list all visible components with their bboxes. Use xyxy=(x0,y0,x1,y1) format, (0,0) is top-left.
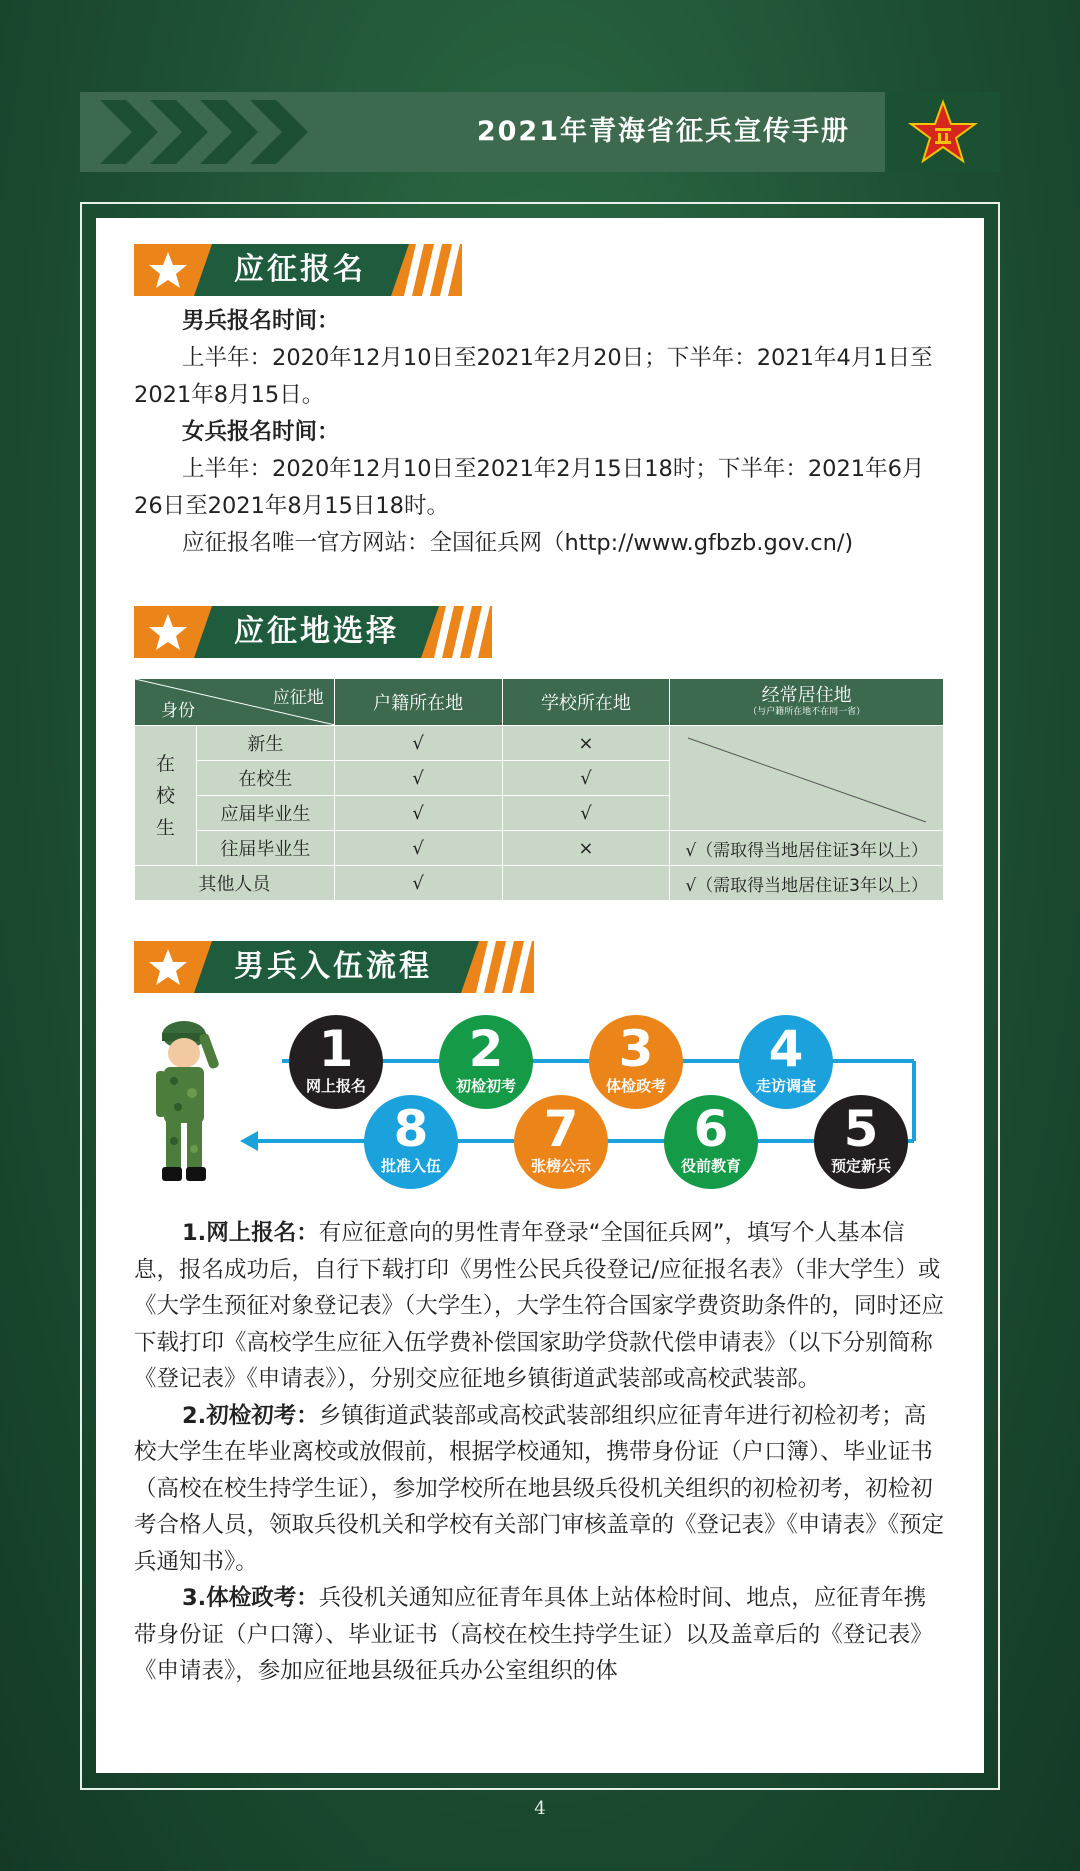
red-star-icon xyxy=(887,92,1000,172)
chevron-decoration-icon xyxy=(100,100,330,164)
corner-bottom-label: 身份 xyxy=(161,701,195,721)
diagonal-line xyxy=(670,726,944,834)
star-icon xyxy=(148,612,188,652)
table-corner-cell xyxy=(135,679,335,726)
header-residence-label: 经常居住地 xyxy=(761,685,852,706)
female-label: 女兵报名时间： xyxy=(182,419,340,445)
official-website: 应征报名唯一官方网站：全国征兵网（http://www.gfbzb.gov.cn/) xyxy=(182,530,854,556)
section-title: 应征报名 xyxy=(234,252,366,287)
stripes-decoration-icon xyxy=(434,606,492,658)
flow-step-5: 5 预定新兵 xyxy=(814,1095,908,1189)
header-residence xyxy=(670,679,944,726)
flow-step-7: 7 张榜公示 xyxy=(514,1095,608,1189)
cell-school: × xyxy=(502,726,670,761)
flow-step-2: 2 初检初考 xyxy=(439,1015,533,1109)
table-row xyxy=(135,866,944,901)
section-header-registration xyxy=(134,244,462,296)
army-star-badge xyxy=(887,92,1000,172)
cell-hukou: √ xyxy=(334,866,502,901)
steps-description xyxy=(134,1215,946,1690)
section-title: 男兵入伍流程 xyxy=(234,949,432,984)
step-paragraph: 2.初检初考：乡镇街道武装部或高校武装部组织应征青年进行初检初考；高校大学生在毕业离校或放假前，根据学校通知，携带身份证（户口簿）、毕业证书（高校在校生持学生证），参加学校所在地县级兵役机关组织的初检初考，初检初考合格人员，领取兵役机关和学校有关部门审核盖章的《登记表》《申请表》《预定兵通知书》。 xyxy=(134,1402,945,1575)
table-row xyxy=(135,726,944,761)
table-row xyxy=(135,831,944,866)
header-hukou: 户籍所在地 xyxy=(334,679,502,726)
section-header-process xyxy=(134,941,534,993)
enlistment-flow-diagram xyxy=(134,1005,944,1210)
male-label: 男兵报名时间： xyxy=(182,308,340,334)
flow-step-8: 8 批准入伍 xyxy=(364,1095,458,1189)
male-time: 上半年：2020年12月10日至2021年2月20日；下半年：2021年4月1日至2021年8月15日。 xyxy=(134,345,933,408)
row-label: 应届毕业生 xyxy=(196,796,334,831)
female-time: 上半年：2020年12月10日至2021年2月15日18时；下半年：2021年6月26日至2021年8月15日18时。 xyxy=(134,456,925,519)
page-number: 4 xyxy=(534,1798,546,1819)
cell-hukou: √ xyxy=(334,831,502,866)
cell-residence: √（需取得当地居住证3年以上） xyxy=(670,866,944,901)
stripes-decoration-icon xyxy=(404,244,462,296)
cell-school xyxy=(502,866,670,901)
header-residence-note: （与户籍所在地不在同一省） xyxy=(748,707,866,717)
row-label: 新生 xyxy=(196,726,334,761)
cell-hukou: √ xyxy=(334,796,502,831)
cell-hukou: √ xyxy=(334,726,502,761)
corner-top-label: 应征地 xyxy=(272,688,324,708)
group-label-cell: 在 校 生 xyxy=(135,726,197,866)
cell-residence-na xyxy=(670,726,944,831)
cell-school: √ xyxy=(502,761,670,796)
flow-step-6: 6 役前教育 xyxy=(664,1095,758,1189)
cell-school: × xyxy=(502,831,670,866)
handbook-title: 2021年青海省征兵宣传手册 xyxy=(476,116,850,147)
stripes-decoration-icon xyxy=(476,941,534,993)
header-school: 学校所在地 xyxy=(502,679,670,726)
step-paragraph: 3.体检政考：兵役机关通知应征青年具体上站体检时间、地点，应征青年携带身份证（户口簿）、毕业证书（高校在校生持学生证）以及盖章后的《登记表》《申请表》，参加应征地县级征兵办公室组织的体 xyxy=(134,1585,933,1684)
section-header-location xyxy=(134,606,492,658)
cell-school: √ xyxy=(502,796,670,831)
star-icon xyxy=(148,250,188,290)
step-paragraph: 1.网上报名：有应征意向的男性青年登录“全国征兵网”，填写个人基本信息，报名成功后，自行下载打印《男性公民兵役登记/应征报名表》（非大学生）或《大学生预征对象登记表》（大学生），大学生符合国家学费资助条件的，同时还应下载打印《高校学生应征入伍学费补偿国家助学贷款代偿申请表》（以下分别简称《登记表》《申请表》），分别交应征地乡镇街道武装部或高校武装部。 xyxy=(134,1220,945,1392)
flow-step-4: 4 走访调查 xyxy=(739,1015,833,1109)
flow-step-1: 1 网上报名 xyxy=(289,1015,383,1109)
flow-step-3: 3 体检政考 xyxy=(589,1015,683,1109)
section-title: 应征地选择 xyxy=(234,614,399,649)
registration-text xyxy=(134,303,946,562)
row-label: 往届毕业生 xyxy=(196,831,334,866)
cell-hukou: √ xyxy=(334,761,502,796)
row-label: 其他人员 xyxy=(135,866,335,901)
star-icon xyxy=(148,947,188,987)
location-table xyxy=(134,678,944,901)
page-header xyxy=(80,92,1000,172)
cell-residence: √（需取得当地居住证3年以上） xyxy=(670,831,944,866)
row-label: 在校生 xyxy=(196,761,334,796)
